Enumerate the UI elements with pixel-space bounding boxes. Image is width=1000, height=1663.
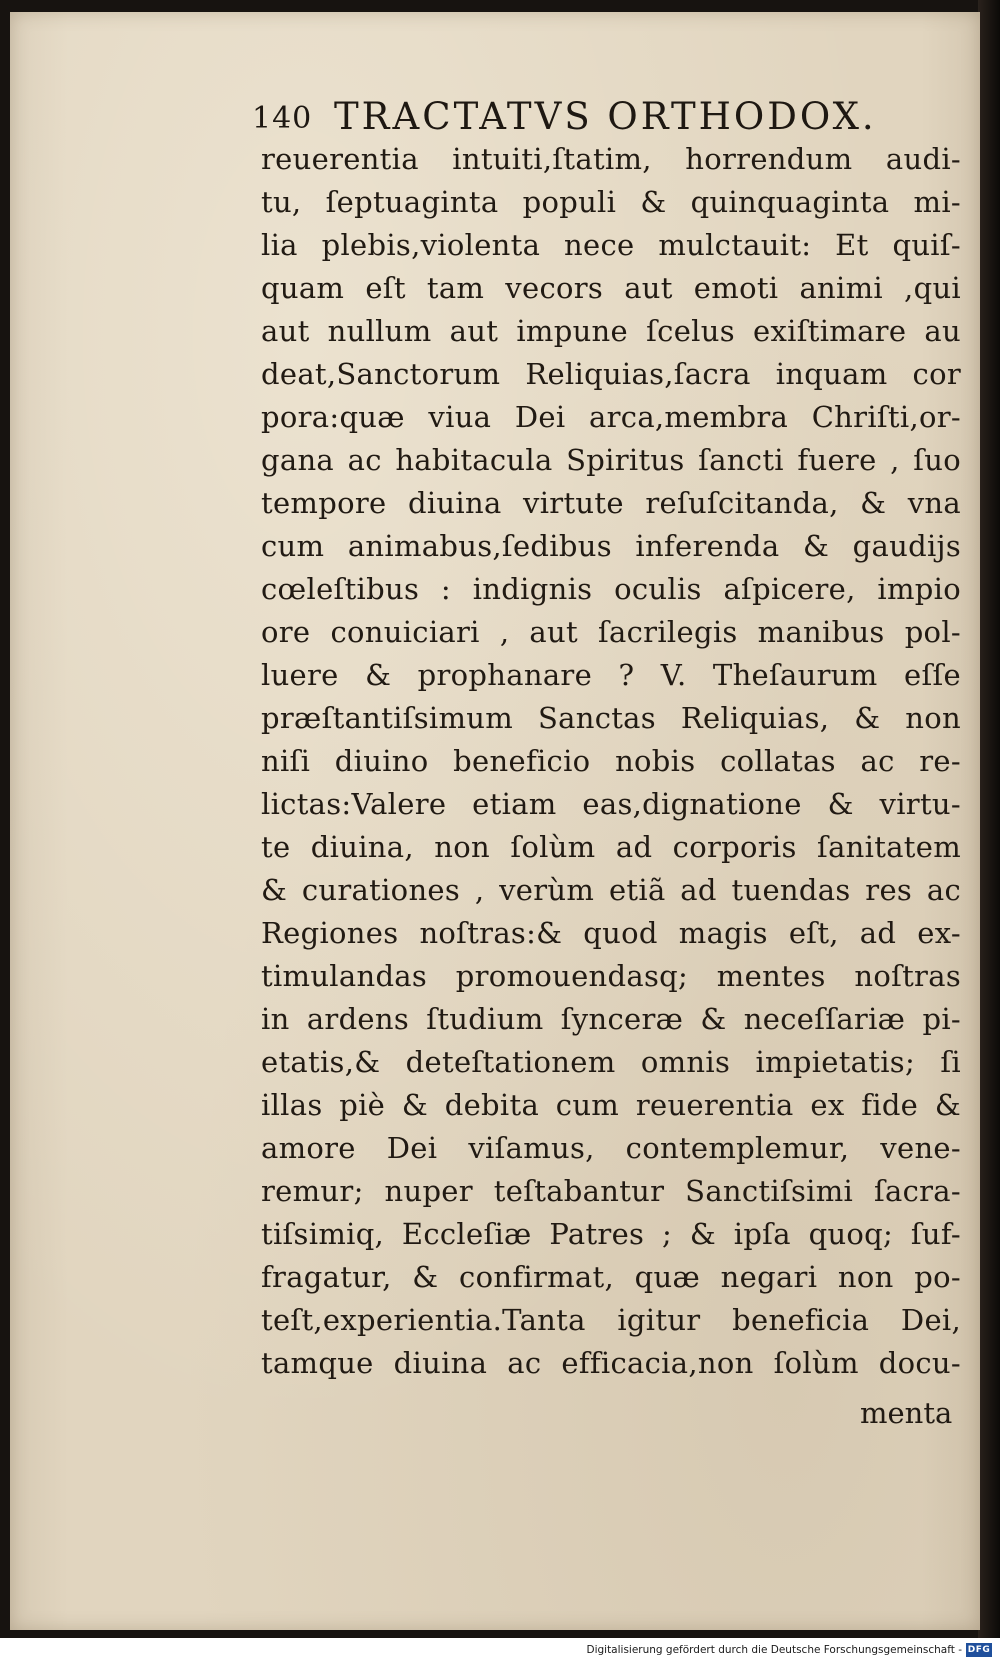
catchword: menta xyxy=(860,1396,953,1430)
text-line: lia plebis,violenta nece mulctauit: Et quiſ- xyxy=(261,228,961,262)
text-line: pora:quæ viua Dei arca,membra Chriſti,or- xyxy=(261,400,961,434)
text-line: cum animabus,ſedibus inferenda & gaudijs xyxy=(261,529,961,563)
body-text xyxy=(261,138,961,1385)
text-line: etatis,& deteſtationem omnis impietatis; ſi xyxy=(261,1045,961,1079)
dfg-logo: DFG xyxy=(967,1645,991,1655)
text-line: deat,Sanctorum Reliquias,ſacra inquam cor xyxy=(261,357,961,391)
text-line: aut nullum aut impune ſcelus exiſtimare au xyxy=(261,314,961,348)
text-line: & curationes , verùm etiã ad tuendas res ac xyxy=(261,873,961,907)
page-number: 140 xyxy=(252,101,313,136)
footer-credit: Digitalisierung gefördert durch die Deutsche Forschungsgemeinschaft - xyxy=(586,1644,962,1656)
text-line: teſt,experientia.Tanta igitur beneficia Dei, xyxy=(261,1303,961,1337)
text-line: tempore diuina virtute reſuſcitanda, & vna xyxy=(261,486,961,520)
text-line: reuerentia intuiti,ſtatim, horrendum audi- xyxy=(261,142,961,176)
text-line: tu, ſeptuaginta populi & quinquaginta mi- xyxy=(261,185,961,219)
text-line: amore Dei viſamus, contemplemur, vene- xyxy=(261,1131,961,1165)
text-line: cœleſtibus : indignis oculis aſpicere, impio xyxy=(261,572,961,606)
text-line: remur; nuper teſtabantur Sanctiſsimi ſacra- xyxy=(261,1174,961,1208)
text-line: illas piè & debita cum reuerentia ex fide & xyxy=(261,1088,961,1122)
text-line: quam eſt tam vecors aut emoti animi ,qui xyxy=(261,271,961,305)
text-line: in ardens ſtudium ſynceræ & neceſſariæ pi- xyxy=(261,1002,961,1036)
text-line: tamque diuina ac efficacia,non ſolùm docu- xyxy=(261,1346,961,1380)
text-line: luere & prophanare ? V. Theſaurum eſſe xyxy=(261,658,961,692)
text-line: timulandas promouendasq; mentes noſtras xyxy=(261,959,961,993)
text-line: Regiones noſtras:& quod magis eſt, ad ex- xyxy=(261,916,961,950)
text-line: fragatur, & confirmat, quæ negari non po- xyxy=(261,1260,961,1294)
text-line: præſtantiſsimum Sanctas Reliquias, & non xyxy=(261,701,961,735)
text-line: niſi diuino beneficio nobis collatas ac re- xyxy=(261,744,961,778)
text-line: tiſsimiq, Eccleſiæ Patres ; & ipſa quoq; ſuf- xyxy=(261,1217,961,1251)
running-title: TRACTATVS ORTHODOX. xyxy=(334,95,877,138)
text-line: lictas:Valere etiam eas,dignatione & virtu- xyxy=(261,787,961,821)
text-line: te diuina, non ſolùm ad corporis ſanitatem xyxy=(261,830,961,864)
text-line: ore conuiciari , aut ſacrilegis manibus pol- xyxy=(261,615,961,649)
digitization-footer xyxy=(586,1641,992,1659)
text-line: gana ac habitacula Spiritus ſancti fuere , ſuo xyxy=(261,443,961,477)
